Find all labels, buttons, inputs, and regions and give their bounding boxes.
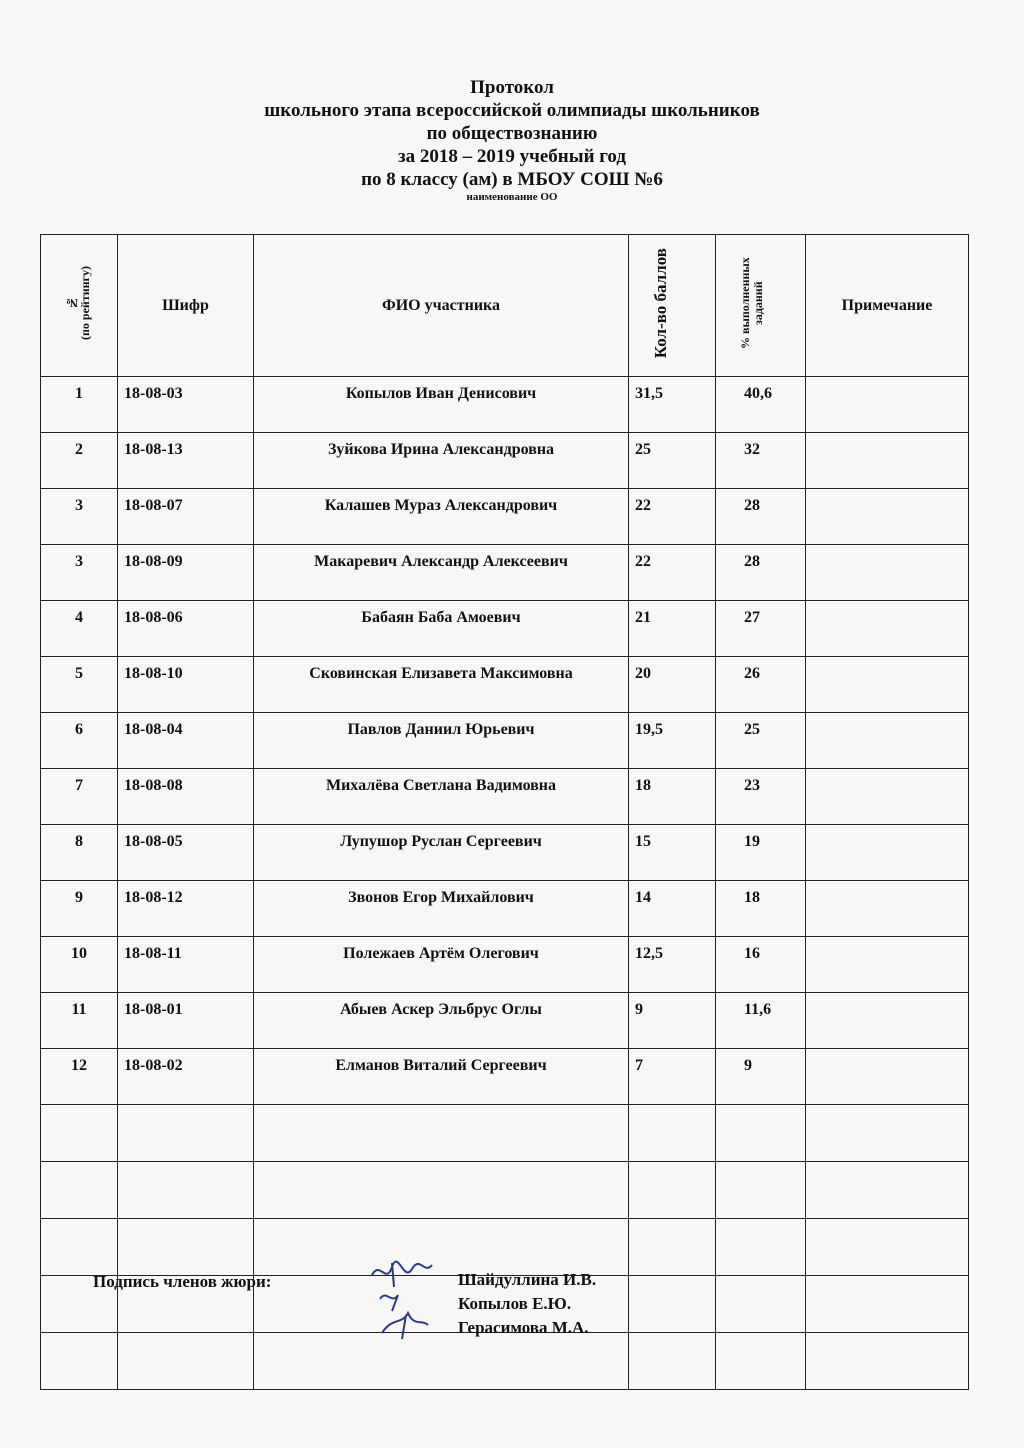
empty-cell bbox=[629, 1276, 716, 1333]
empty-cell bbox=[629, 1162, 716, 1219]
cell-name: Сковинская Елизавета Максимовна bbox=[254, 657, 629, 713]
cell-score: 9 bbox=[629, 993, 716, 1049]
header-score bbox=[629, 235, 716, 377]
cell-note bbox=[806, 881, 969, 937]
cell-code: 18-08-05 bbox=[118, 825, 254, 881]
cell-score: 18 bbox=[629, 769, 716, 825]
empty-table-row bbox=[41, 1105, 969, 1162]
cell-note bbox=[806, 545, 969, 601]
cell-code: 18-08-02 bbox=[118, 1049, 254, 1105]
header-score-label: Кол-во баллов bbox=[651, 247, 670, 359]
empty-cell bbox=[716, 1276, 806, 1333]
cell-score: 7 bbox=[629, 1049, 716, 1105]
results-table bbox=[40, 234, 969, 1390]
cell-code: 18-08-07 bbox=[118, 489, 254, 545]
header-note bbox=[806, 235, 969, 377]
cell-code: 18-08-06 bbox=[118, 601, 254, 657]
cell-name: Лупушор Руслан Сергеевич bbox=[254, 825, 629, 881]
cell-code: 18-08-10 bbox=[118, 657, 254, 713]
cell-note bbox=[806, 993, 969, 1049]
jury-member: Копылов Е.Ю. bbox=[458, 1294, 572, 1313]
cell-rank: 8 bbox=[41, 825, 118, 881]
empty-cell bbox=[254, 1105, 629, 1162]
cell-name: Макаревич Александр Алексеевич bbox=[254, 545, 629, 601]
empty-table-row bbox=[41, 1333, 969, 1390]
doc-subtitle-stage: школьного этапа всероссийской олимпиады школьников bbox=[264, 100, 760, 121]
cell-rank: 10 bbox=[41, 937, 118, 993]
cell-note bbox=[806, 769, 969, 825]
table-row bbox=[41, 713, 969, 769]
empty-cell bbox=[118, 1219, 254, 1276]
table-row bbox=[41, 657, 969, 713]
cell-rank: 5 bbox=[41, 657, 118, 713]
table-header-row bbox=[41, 235, 969, 377]
cell-percent: 16 bbox=[716, 937, 806, 993]
jury-members bbox=[458, 1268, 596, 1340]
empty-cell bbox=[629, 1333, 716, 1390]
table-row bbox=[41, 377, 969, 433]
cell-name: Елманов Виталий Сергеевич bbox=[254, 1049, 629, 1105]
cell-note bbox=[806, 1049, 969, 1105]
table-row bbox=[41, 1049, 969, 1105]
table-row bbox=[41, 601, 969, 657]
cell-percent: 28 bbox=[716, 545, 806, 601]
cell-code: 18-08-01 bbox=[118, 993, 254, 1049]
empty-cell bbox=[716, 1105, 806, 1162]
cell-code: 18-08-09 bbox=[118, 545, 254, 601]
cell-rank: 12 bbox=[41, 1049, 118, 1105]
results-table-body bbox=[41, 377, 969, 1390]
cell-code: 18-08-12 bbox=[118, 881, 254, 937]
empty-table-row bbox=[41, 1162, 969, 1219]
cell-rank: 3 bbox=[41, 489, 118, 545]
empty-cell bbox=[806, 1219, 969, 1276]
cell-code: 18-08-03 bbox=[118, 377, 254, 433]
table-row bbox=[41, 769, 969, 825]
cell-name: Копылов Иван Денисович bbox=[254, 377, 629, 433]
cell-code: 18-08-08 bbox=[118, 769, 254, 825]
table-row bbox=[41, 937, 969, 993]
empty-cell bbox=[629, 1105, 716, 1162]
cell-rank: 3 bbox=[41, 545, 118, 601]
cell-rank: 4 bbox=[41, 601, 118, 657]
header-code-label: Шифр bbox=[162, 296, 209, 314]
cell-score: 25 bbox=[629, 433, 716, 489]
cell-name: Павлов Даниил Юрьевич bbox=[254, 713, 629, 769]
table-row bbox=[41, 881, 969, 937]
jury-signature-label: Подпись членов жюри: bbox=[93, 1272, 272, 1291]
cell-note bbox=[806, 433, 969, 489]
cell-name: Калашев Мураз Александрович bbox=[254, 489, 629, 545]
document-header bbox=[0, 76, 1024, 203]
doc-subtitle-year: за 2018 – 2019 учебный год bbox=[398, 146, 626, 167]
empty-cell bbox=[806, 1105, 969, 1162]
cell-rank: 6 bbox=[41, 713, 118, 769]
empty-cell bbox=[629, 1219, 716, 1276]
cell-score: 21 bbox=[629, 601, 716, 657]
org-caption: наименование ОО bbox=[466, 191, 558, 203]
cell-name: Звонов Егор Михайлович bbox=[254, 881, 629, 937]
empty-table-row bbox=[41, 1219, 969, 1276]
cell-score: 15 bbox=[629, 825, 716, 881]
cell-name: Бабаян Баба Амоевич bbox=[254, 601, 629, 657]
header-name-label: ФИО участника bbox=[381, 296, 501, 314]
empty-cell bbox=[806, 1333, 969, 1390]
cell-percent: 23 bbox=[716, 769, 806, 825]
handwritten-signatures bbox=[362, 1255, 452, 1345]
table-row bbox=[41, 545, 969, 601]
table-row bbox=[41, 489, 969, 545]
cell-code: 18-08-11 bbox=[118, 937, 254, 993]
empty-cell bbox=[806, 1162, 969, 1219]
empty-cell bbox=[716, 1333, 806, 1390]
cell-score: 31,5 bbox=[629, 377, 716, 433]
cell-percent: 32 bbox=[716, 433, 806, 489]
cell-score: 19,5 bbox=[629, 713, 716, 769]
cell-name: Абыев Аскер Эльбрус Оглы bbox=[254, 993, 629, 1049]
doc-subtitle-class: по 8 классу (ам) в МБОУ СОШ №6 bbox=[361, 169, 663, 190]
table-row bbox=[41, 993, 969, 1049]
empty-cell bbox=[118, 1105, 254, 1162]
empty-cell bbox=[806, 1276, 969, 1333]
header-rank-label: № (по рейтингу) bbox=[65, 266, 92, 340]
empty-cell bbox=[118, 1162, 254, 1219]
cell-percent: 27 bbox=[716, 601, 806, 657]
empty-cell bbox=[41, 1162, 118, 1219]
cell-score: 22 bbox=[629, 489, 716, 545]
cell-code: 18-08-13 bbox=[118, 433, 254, 489]
cell-percent: 28 bbox=[716, 489, 806, 545]
cell-code: 18-08-04 bbox=[118, 713, 254, 769]
cell-score: 14 bbox=[629, 881, 716, 937]
cell-note bbox=[806, 601, 969, 657]
cell-note bbox=[806, 713, 969, 769]
jury-member: Шайдуллина И.В. bbox=[458, 1270, 597, 1289]
cell-note bbox=[806, 937, 969, 993]
header-code bbox=[118, 235, 254, 377]
cell-rank: 2 bbox=[41, 433, 118, 489]
empty-cell bbox=[41, 1333, 118, 1390]
cell-note bbox=[806, 489, 969, 545]
cell-percent: 18 bbox=[716, 881, 806, 937]
cell-note bbox=[806, 825, 969, 881]
cell-score: 22 bbox=[629, 545, 716, 601]
header-name bbox=[254, 235, 629, 377]
cell-rank: 7 bbox=[41, 769, 118, 825]
empty-cell bbox=[716, 1162, 806, 1219]
cell-name: Зуйкова Ирина Александровна bbox=[254, 433, 629, 489]
table-row bbox=[41, 433, 969, 489]
cell-rank: 1 bbox=[41, 377, 118, 433]
empty-cell bbox=[254, 1162, 629, 1219]
empty-cell bbox=[41, 1105, 118, 1162]
cell-percent: 25 bbox=[716, 713, 806, 769]
cell-rank: 9 bbox=[41, 881, 118, 937]
cell-percent: 26 bbox=[716, 657, 806, 713]
cell-score: 12,5 bbox=[629, 937, 716, 993]
doc-title: Протокол bbox=[470, 77, 554, 98]
cell-note bbox=[806, 657, 969, 713]
empty-cell bbox=[118, 1333, 254, 1390]
cell-rank: 11 bbox=[41, 993, 118, 1049]
jury-member: Герасимова М.А. bbox=[458, 1318, 589, 1337]
cell-note bbox=[806, 377, 969, 433]
doc-subtitle-subject: по обществознанию bbox=[426, 123, 598, 144]
header-percent-label: % выполненных заданий bbox=[737, 257, 765, 349]
table-row bbox=[41, 825, 969, 881]
empty-cell bbox=[41, 1219, 118, 1276]
cell-percent: 19 bbox=[716, 825, 806, 881]
cell-name: Михалёва Светлана Вадимовна bbox=[254, 769, 629, 825]
header-note-label: Примечание bbox=[841, 296, 933, 314]
cell-score: 20 bbox=[629, 657, 716, 713]
cell-percent: 40,6 bbox=[716, 377, 806, 433]
header-percent bbox=[716, 235, 806, 377]
cell-name: Полежаев Артём Олегович bbox=[254, 937, 629, 993]
cell-percent: 11,6 bbox=[716, 993, 806, 1049]
empty-cell bbox=[716, 1219, 806, 1276]
header-rank bbox=[41, 235, 118, 377]
cell-percent: 9 bbox=[716, 1049, 806, 1105]
